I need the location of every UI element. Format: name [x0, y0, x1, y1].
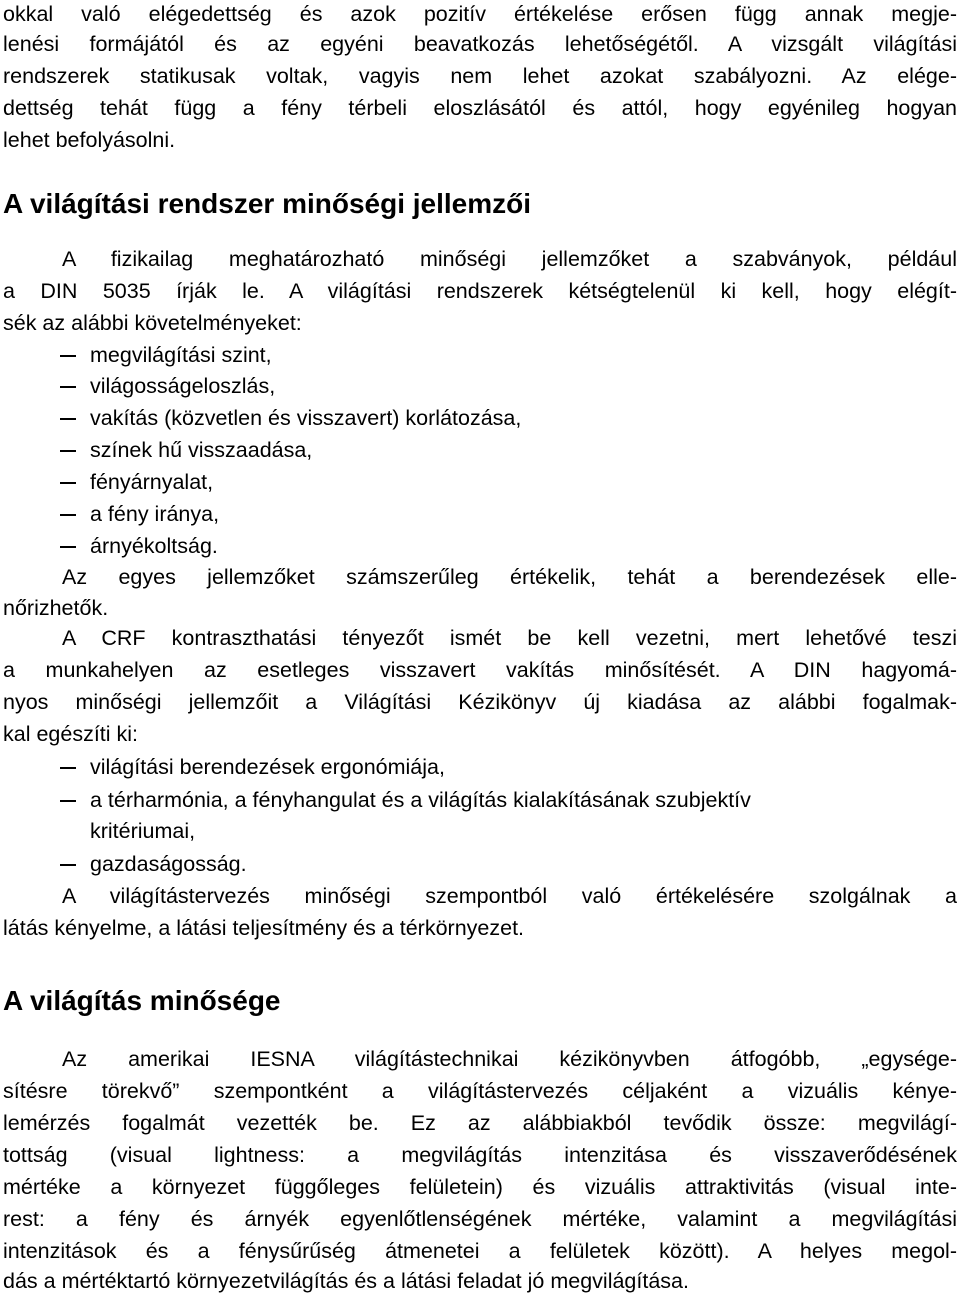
list-dash-icon [60, 482, 76, 484]
paragraph-line: lemérzés fogalmát vezették be. Ez az alábbiakból tevődik össze: megvilágí- [3, 1111, 957, 1135]
section-heading: A világítási rendszer minőségi jellemzői [3, 188, 532, 219]
list-item: gazdaságosság. [90, 852, 247, 876]
paragraph-line: nyos minőségi jellemzőit a Világítási Kézikönyv új kiadása az alábbi fogalmak- [3, 690, 957, 714]
list-dash-icon [60, 450, 76, 452]
list-dash-icon [60, 800, 76, 802]
paragraph-line: kal egészíti ki: [3, 722, 139, 746]
list-dash-icon [60, 386, 76, 388]
paragraph-line: A világítástervezés minőségi szempontból való értékelésére szolgálnak a [62, 884, 957, 908]
paragraph-line: Az egyes jellemzőket számszerűleg értékelik, tehát a berendezések elle- [62, 565, 957, 589]
list-dash-icon [60, 355, 76, 357]
list-item: a fény iránya, [90, 502, 220, 526]
paragraph-line: sítésre törekvő” szempontként a világítástervezés céljaként a vizuális kénye- [3, 1079, 957, 1103]
list-dash-icon [60, 514, 76, 516]
intro-line: lehet befolyásolni. [3, 128, 176, 152]
paragraph-line: a munkahelyen az esetleges visszavert vakítás minősítését. A DIN hagyomá- [3, 658, 957, 682]
list-dash-icon [60, 767, 76, 769]
paragraph-line: A fizikailag meghatározható minőségi jellemzőket a szabványok, például [62, 247, 957, 271]
list-dash-icon [60, 418, 76, 420]
paragraph-line: intenzitások és a fénysűrűség átmenetei a felületek között). A helyes megol- [3, 1239, 957, 1263]
section-heading: A világítás minősége [3, 985, 281, 1016]
paragraph-line: nőrizhetők. [3, 596, 109, 620]
paragraph-line: a DIN 5035 írják le. A világítási rendszerek kétségtelenül ki kell, hogy elégít- [3, 279, 957, 303]
paragraph-line: tottság (visual lightness: a megvilágítás intenzitása és visszaverődésének [3, 1143, 957, 1167]
list-item: árnyékoltság. [90, 534, 218, 558]
paragraph-line: sék az alábbi követelményeket: [3, 311, 302, 335]
list-dash-icon [60, 546, 76, 548]
paragraph-line: dás a mértéktartó környezetvilágítás és a látási feladat jó megvilágítása. [3, 1269, 689, 1293]
list-item: vakítás (közvetlen és visszavert) korlátozása, [90, 406, 522, 430]
list-item: fényárnyalat, [90, 470, 214, 494]
paragraph-line: A CRF kontraszthatási tényezőt ismét be kell vezetni, mert lehetővé teszi [62, 626, 957, 650]
paragraph-line: mértéke a környezet függőleges felületein) és vizuális attraktivitás (visual inte- [3, 1175, 957, 1199]
list-item-continuation: kritériumai, [90, 819, 196, 843]
list-dash-icon [60, 864, 76, 866]
paragraph-line: rest: a fény és árnyék egyenlőtlenségének mértéke, valamint a megvilágítási [3, 1207, 957, 1231]
list-item: világosságeloszlás, [90, 374, 276, 398]
intro-line: dettség tehát függ a fény térbeli eloszlásától és attól, hogy egyénileg hogyan [3, 96, 957, 120]
list-item: megvilágítási szint, [90, 343, 272, 367]
list-item: világítási berendezések ergonómiája, [90, 755, 445, 779]
list-item: a térharmónia, a fényhangulat és a világítás kialakításának szubjektív [90, 788, 751, 812]
paragraph-line: Az amerikai IESNA világítástechnikai kézikönyvben átfogóbb, „egysége- [62, 1047, 957, 1071]
intro-line: okkal való elégedettség és azok pozitív értékelése erősen függ annak megje- [3, 2, 957, 26]
intro-line: rendszerek statikusak voltak, vagyis nem lehet azokat szabályozni. Az elége- [3, 64, 957, 88]
paragraph-line: látás kényelme, a látási teljesítmény és a térkörnyezet. [3, 916, 525, 940]
intro-line: lenési formájától és az egyéni beavatkozás lehetőségétől. A vizsgált világítási [3, 32, 957, 56]
list-item: színek hű visszaadása, [90, 438, 313, 462]
